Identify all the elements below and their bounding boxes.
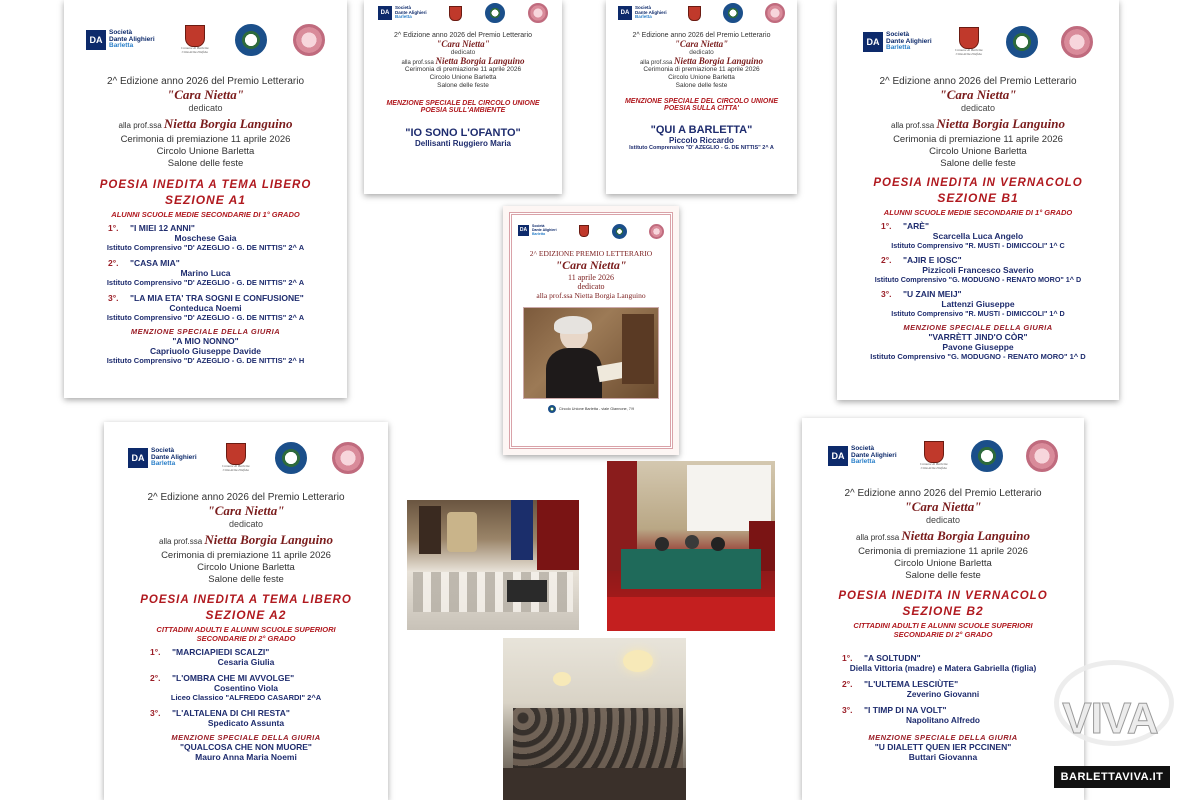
rosette-logo bbox=[765, 3, 785, 23]
dedicated-text: dedicato bbox=[450, 49, 476, 56]
rosette-logo bbox=[528, 3, 548, 23]
dedicated-text: dedicato bbox=[188, 103, 223, 113]
poem-title: "QUI A BARLETTA" bbox=[650, 124, 753, 137]
dedication-line: alla prof.ssa Nietta Borgia Languino bbox=[118, 116, 293, 131]
poem-school: Istituto Comprensivo "R. MUSTI - DIMICCOLI" 1^ D bbox=[891, 308, 1065, 318]
poster-dedication: alla prof.ssa Nietta Borgia Languino bbox=[536, 291, 646, 300]
mention-title: "A MIO NONNO" bbox=[172, 335, 239, 346]
rosette-logo bbox=[332, 442, 364, 474]
mention-author: Buttari Giovanna bbox=[908, 751, 978, 762]
mention-title: "U DIALETT QUEN IER PCCINEN" bbox=[874, 741, 1012, 752]
poem-author: Cosentino Viola bbox=[213, 682, 279, 693]
dante-alighieri-logo: DA Società Dante Alighieri Barletta bbox=[519, 224, 557, 236]
rank-number: 2°. bbox=[150, 672, 161, 683]
circolo-unione-seal bbox=[971, 440, 1003, 472]
logo-row bbox=[128, 438, 364, 478]
poem-title: "CASA MIA" bbox=[130, 257, 180, 268]
poster-edition: 2^ EDIZIONE PREMIO LETTERARIO bbox=[529, 249, 653, 258]
dedication-line: alla prof.ssa Nietta Borgia Languino bbox=[891, 116, 1065, 131]
poster-date: 11 aprile 2026 bbox=[568, 273, 614, 282]
special-mention-label: MENZIONE SPECIALE DEL CIRCOLO UNIONE bbox=[386, 100, 540, 108]
poem-title: "L'ALTALENA DI CHI RESTA" bbox=[172, 707, 290, 718]
ceremony-info: Cerimonia di premiazione 11 aprile 2026 Circolo Unione Barletta Salone delle feste bbox=[858, 546, 1028, 581]
winner-entry bbox=[86, 223, 325, 252]
rank-number: 3°. bbox=[842, 704, 853, 715]
poem-title: "U ZAIN MEIJ" bbox=[903, 288, 962, 299]
winner-entry bbox=[822, 653, 1064, 673]
category-title: POESIA INEDITA A TEMA LIBERO bbox=[99, 178, 312, 191]
rosette-logo bbox=[1061, 26, 1093, 58]
poster-dedicated: dedicato bbox=[577, 282, 605, 291]
site-badge[interactable]: BARLETTAVIVA.IT bbox=[1054, 766, 1170, 788]
edition-line: 2^ Edizione anno 2026 del Premio Letterario bbox=[632, 32, 771, 39]
mention-school: Istituto Comprensivo "D' AZEGLIO - G. DE NITTIS" 2^ H bbox=[106, 355, 305, 365]
rank-number: 3°. bbox=[881, 288, 892, 299]
poem-school: Istituto Comprensivo "R. MUSTI - DIMICCOLI" 1^ C bbox=[891, 240, 1065, 250]
winner-entry bbox=[855, 221, 1101, 250]
poster-frame bbox=[509, 212, 673, 449]
poem-author: Cesaria Giulia bbox=[217, 656, 275, 667]
poem-author: Dellisanti Ruggiero Maria bbox=[414, 139, 512, 149]
jury-mention-label: MENZIONE SPECIALE DELLA GIURIA bbox=[171, 732, 321, 742]
winner-entry bbox=[855, 255, 1101, 284]
certificate-environment bbox=[364, 0, 562, 194]
special-mention-label: MENZIONE SPECIALE DEL CIRCOLO UNIONE bbox=[624, 98, 779, 106]
poem-title: "I MIEI 12 ANNI" bbox=[130, 222, 195, 233]
rank-number: 2°. bbox=[842, 678, 853, 689]
winner-entry bbox=[822, 679, 1064, 699]
dante-alighieri-logo: DA Società Dante Alighieri Barletta bbox=[863, 32, 932, 52]
certificate-b1 bbox=[837, 0, 1119, 400]
category-subtitle: CITTADINI ADULTI E ALUNNI SCUOLE SUPERIORI bbox=[156, 624, 336, 634]
mention-title: "QUALCOSA CHE NON MUORE" bbox=[180, 741, 312, 752]
winner-entry bbox=[86, 293, 325, 322]
poem-title: "L'ULTEMA LESCIÙTE" bbox=[864, 678, 959, 689]
mention-title: "VARRÈTT JIND'O CÒR" bbox=[928, 331, 1028, 342]
winner-entry bbox=[128, 673, 364, 702]
rank-number: 3°. bbox=[150, 707, 161, 718]
poem-title: "I TIMP DI NA VOLT" bbox=[864, 704, 947, 715]
poem-author: Diella Vittoria (madre) e Matera Gabriella (figlia) bbox=[849, 662, 1037, 673]
poem-author: Zeverino Giovanni bbox=[906, 688, 980, 699]
category-subtitle-2: SECONDARIE DI 2° GRADO bbox=[893, 629, 993, 639]
award-name: "Cara Nietta" bbox=[904, 499, 982, 514]
poem-author: Spedicato Assunta bbox=[207, 717, 285, 728]
logo-row bbox=[618, 2, 785, 24]
award-name: "Cara Nietta" bbox=[436, 39, 490, 49]
winner-entry bbox=[128, 708, 364, 728]
mention-author: Capriuolo Giuseppe Davide bbox=[150, 345, 261, 356]
circolo-unione-seal bbox=[485, 3, 505, 23]
logo-row bbox=[378, 2, 548, 24]
portrait-photo bbox=[523, 307, 659, 399]
poem-school: Istituto Comprensivo "D' AZEGLIO - G. DE NITTIS" 2^ A bbox=[106, 242, 305, 252]
award-name: "Cara Nietta" bbox=[939, 87, 1017, 102]
award-name: "Cara Nietta" bbox=[207, 503, 285, 518]
audience-hall-photo bbox=[503, 638, 686, 800]
mention-author: Pavone Giuseppe bbox=[942, 341, 1014, 352]
logo-row bbox=[822, 436, 1064, 476]
jury-mention-label: MENZIONE SPECIALE DELLA GIURIA bbox=[903, 322, 1053, 332]
poster-award-name: "Cara Nietta" bbox=[555, 258, 627, 272]
circolo-unione-seal bbox=[1006, 26, 1038, 58]
circolo-unione-seal bbox=[235, 24, 267, 56]
jury-mention-label: MENZIONE SPECIALE DELLA GIURIA bbox=[868, 732, 1018, 742]
poem-title: "IO SONO L'OFANTO" bbox=[405, 127, 521, 140]
winner-entry bbox=[855, 289, 1101, 318]
ceremony-info: Cerimonia di premiazione 11 aprile 2026 Circolo Unione Barletta Salone delle feste bbox=[120, 134, 291, 169]
poem-school: Istituto Comprensivo "D' AZEGLIO - G. DE NITTIS" 2^ A bbox=[106, 312, 305, 322]
poster-footer: Circolo Unione Barletta - viale Giannone, 7/9 bbox=[518, 405, 664, 413]
barletta-crest-logo: Comune di Barletta Città della Disfida bbox=[181, 25, 209, 54]
mention-author: Mauro Anna Maria Noemi bbox=[195, 751, 297, 762]
dante-alighieri-logo: DA Società Dante Alighieri Barletta bbox=[378, 6, 427, 20]
category-subtitle-2: SECONDARIE DI 2° GRADO bbox=[196, 633, 296, 643]
circolo-unione-seal bbox=[723, 3, 743, 23]
conference-stage-photo bbox=[607, 461, 775, 631]
winners-list bbox=[128, 647, 364, 728]
winner-entry bbox=[128, 647, 364, 667]
awards-table-photo bbox=[407, 500, 579, 630]
poem-title: "AJIR E IOSC" bbox=[903, 254, 962, 265]
poem-title: "MARCIAPIEDI SCALZI" bbox=[172, 646, 270, 657]
rosette-logo bbox=[649, 224, 664, 239]
poem-school: Istituto Comprensivo "D' AZEGLIO - G. DE NITTIS" 2^ A bbox=[106, 277, 305, 287]
rank-number: 2°. bbox=[881, 254, 892, 265]
poem-author: Marino Luca bbox=[180, 267, 231, 278]
barletta-crest-logo: Comune di Barletta Città della Disfida bbox=[955, 27, 983, 56]
poem-title: "A SOLTUDN" bbox=[864, 652, 921, 663]
category-title: POESIA INEDITA A TEMA LIBERO bbox=[140, 593, 352, 606]
mention-school: Istituto Comprensivo "G. MODUGNO - RENATO MORO" 1^ D bbox=[870, 351, 1086, 361]
section-title: SEZIONE A2 bbox=[205, 607, 287, 622]
poem-author: Scarcella Luca Angelo bbox=[932, 230, 1024, 241]
dedicated-text: dedicato bbox=[228, 519, 264, 529]
certificate-a1 bbox=[64, 0, 347, 398]
dedication-line: alla prof.ssa Nietta Borgia Languino bbox=[856, 528, 1030, 543]
category-title: POESIA INEDITA IN VERNACOLO bbox=[838, 589, 1048, 602]
poem-author: Moschese Gaia bbox=[174, 232, 237, 243]
barletta-crest-logo bbox=[449, 6, 462, 21]
edition-line: 2^ Edizione anno 2026 del Premio Letterario bbox=[844, 488, 1042, 499]
poem-title: "LA MIA ETA' TRA SOGNI E CONFUSIONE" bbox=[130, 292, 304, 303]
dedication-line: alla prof.ssa Nietta Borgia Languino bbox=[401, 56, 525, 66]
category-subtitle: ALUNNI SCUOLE MEDIE SECONDARIE DI 1° GRADO bbox=[883, 207, 1073, 217]
winner-entry bbox=[822, 705, 1064, 725]
certificate-city bbox=[606, 0, 797, 194]
logo-row bbox=[86, 20, 325, 60]
barletta-crest-logo: Comune di Barletta Città della Disfida bbox=[920, 441, 948, 470]
edition-line: 2^ Edizione anno 2026 del Premio Letterario bbox=[394, 32, 532, 39]
edition-line: 2^ Edizione anno 2026 del Premio Letterario bbox=[879, 76, 1077, 87]
watermark-text: VIVA bbox=[1062, 694, 1158, 743]
dante-alighieri-logo: DA Società Dante Alighieri Barletta bbox=[828, 446, 897, 466]
barletta-crest-logo: Comune di Barletta Città della Disfida bbox=[222, 443, 250, 472]
winners-list bbox=[822, 653, 1064, 725]
rank-number: 2°. bbox=[108, 257, 119, 268]
logo-row bbox=[518, 221, 664, 241]
logo-row bbox=[855, 22, 1101, 62]
poem-author: Conteduca Noemi bbox=[169, 302, 242, 313]
event-poster bbox=[503, 206, 679, 455]
rosette-logo bbox=[1026, 440, 1058, 472]
section-title: SEZIONE B1 bbox=[937, 190, 1019, 205]
theme-label: POESIA SULLA CITTA' bbox=[664, 105, 739, 113]
rank-number: 1°. bbox=[150, 646, 161, 657]
poem-author: Piccolo Riccardo bbox=[669, 136, 734, 146]
section-title: SEZIONE B2 bbox=[902, 603, 984, 618]
poem-title: "L'OMBRA CHE MI AVVOLGE" bbox=[172, 672, 295, 683]
theme-label: POESIA SULL'AMBIENTE bbox=[420, 107, 506, 115]
rosette-logo bbox=[293, 24, 325, 56]
ceremony-info: Cerimonia di premiazione 11 aprile 2026 Circolo Unione Barletta Salone delle feste bbox=[643, 66, 760, 90]
rank-number: 1°. bbox=[881, 220, 892, 231]
dedication-line: alla prof.ssa Nietta Borgia Languino bbox=[159, 532, 333, 547]
barletta-crest-logo bbox=[579, 225, 589, 237]
dedicated-text: dedicato bbox=[925, 515, 961, 525]
viva-watermark-logo bbox=[1040, 660, 1180, 760]
poem-school: Istituto Comprensivo "D' AZEGLIO - G. DE NITTIS" 2^ A bbox=[629, 145, 774, 152]
rank-number: 3°. bbox=[108, 292, 119, 303]
poem-school: Istituto Comprensivo "G. MODUGNO - RENATO MORO" 1^ D bbox=[874, 274, 1082, 284]
dante-alighieri-logo: DA Società Dante Alighieri Barletta bbox=[86, 30, 155, 50]
dedicated-text: dedicato bbox=[689, 49, 714, 56]
category-title: POESIA INEDITA IN VERNACOLO bbox=[873, 176, 1083, 189]
poem-author: Lattenzi Giuseppe bbox=[941, 298, 1015, 309]
rank-number: 1°. bbox=[842, 652, 853, 663]
category-subtitle: ALUNNI SCUOLE MEDIE SECONDARIE DI 1° GRADO bbox=[111, 209, 300, 219]
edition-line: 2^ Edizione anno 2026 del Premio Letterario bbox=[106, 76, 305, 87]
poem-title: "ARÈ" bbox=[903, 220, 930, 231]
dante-alighieri-logo: DA Società Dante Alighieri Barletta bbox=[128, 448, 197, 468]
circolo-unione-seal bbox=[612, 224, 627, 239]
winners-list bbox=[86, 223, 325, 322]
ceremony-info: Cerimonia di premiazione 11 aprile 2026 Circolo Unione Barletta Salone delle feste bbox=[161, 550, 331, 585]
edition-line: 2^ Edizione anno 2026 del Premio Letterario bbox=[147, 492, 345, 503]
award-name: "Cara Nietta" bbox=[674, 39, 729, 49]
rank-number: 1°. bbox=[108, 222, 119, 233]
dante-alighieri-logo: DA Società Dante Alighieri Barletta bbox=[618, 6, 667, 20]
winner-entry bbox=[86, 258, 325, 287]
poem-school: Liceo Classico "ALFREDO CASARDI" 2^A bbox=[170, 692, 322, 702]
dedicated-text: dedicato bbox=[960, 103, 996, 113]
award-name: "Cara Nietta" bbox=[167, 87, 244, 102]
poem-author: Pizzicoli Francesco Saverio bbox=[922, 264, 1034, 275]
jury-mention-label: MENZIONE SPECIALE DELLA GIURIA bbox=[130, 326, 281, 336]
ceremony-info: Cerimonia di premiazione 11 aprile 2026 Circolo Unione Barletta Salone delle feste bbox=[893, 134, 1063, 169]
winners-list bbox=[855, 221, 1101, 318]
certificate-a2 bbox=[104, 422, 388, 800]
circolo-unione-seal bbox=[275, 442, 307, 474]
dedication-line: alla prof.ssa Nietta Borgia Languino bbox=[639, 56, 764, 66]
poem-author: Napolitano Alfredo bbox=[906, 714, 980, 725]
barletta-crest-logo bbox=[688, 6, 701, 21]
section-title: SEZIONE A1 bbox=[165, 192, 246, 207]
category-subtitle: CITTADINI ADULTI E ALUNNI SCUOLE SUPERIORI bbox=[853, 620, 1033, 630]
ceremony-info: Cerimonia di premiazione 11 aprile 2026 Circolo Unione Barletta Salone delle feste bbox=[404, 66, 522, 90]
